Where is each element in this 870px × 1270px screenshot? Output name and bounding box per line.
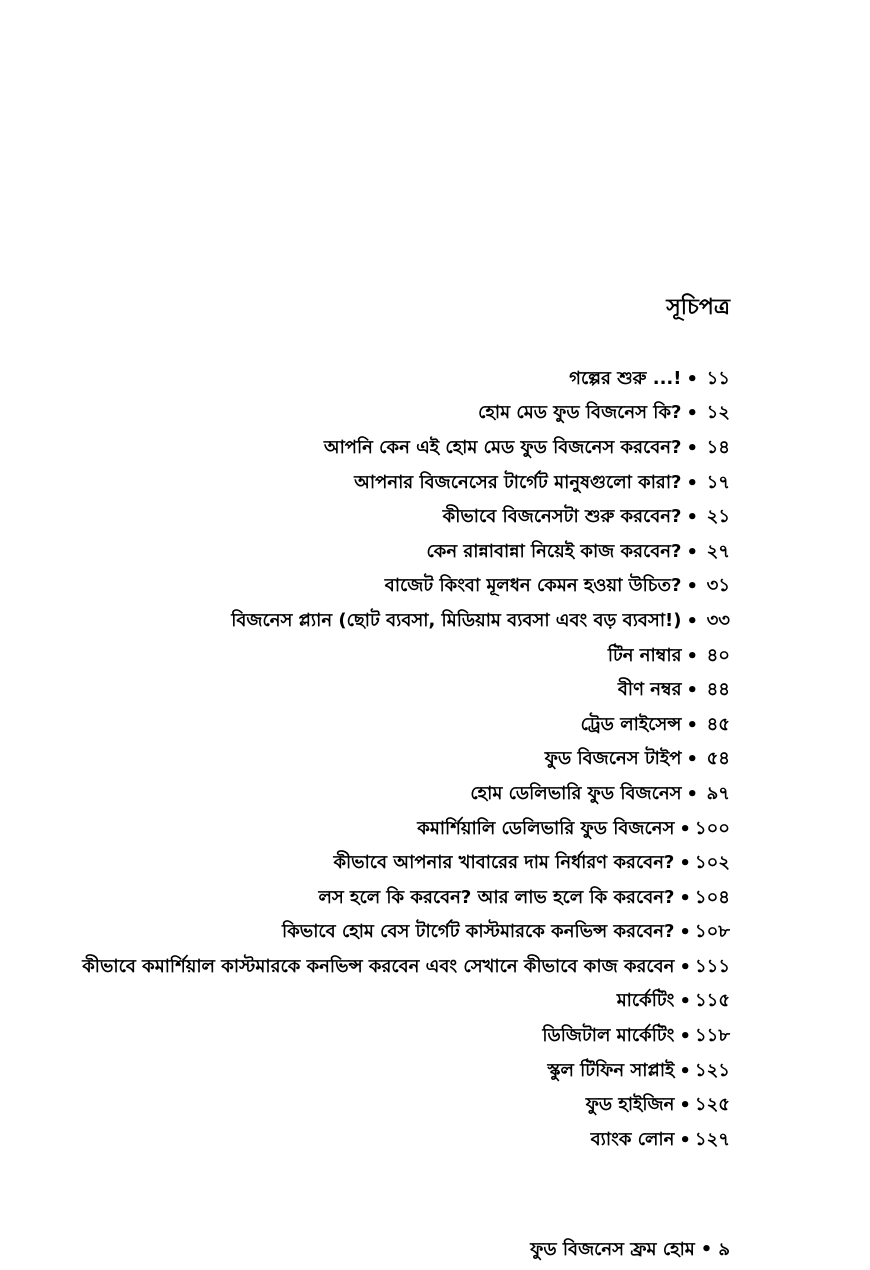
toc-entry-page: ১২৭	[694, 1128, 730, 1150]
toc-entry-page: ১২৫	[694, 1094, 730, 1116]
toc-bullet: •	[679, 887, 691, 909]
toc-entry-title: হোম ডেলিভারি ফুড বিজনেস	[470, 782, 682, 804]
toc-entry-page: ১১১	[694, 955, 730, 977]
toc-entry	[30, 397, 730, 432]
toc-entry	[30, 604, 730, 639]
toc-entry	[30, 916, 730, 951]
toc-entry	[30, 708, 730, 743]
toc-entry-page: ৩৩	[706, 609, 730, 631]
toc-entry	[30, 1088, 730, 1123]
toc-bullet: •	[686, 749, 698, 771]
toc-bullet: •	[679, 1026, 691, 1048]
toc-entry-title: ফুড বিজনেস টাইপ	[544, 748, 682, 770]
toc-entry-page: ১০৮	[694, 921, 730, 943]
toc-bullet: •	[686, 680, 698, 702]
toc-bullet: •	[686, 403, 698, 425]
toc-entry-page: ৩১	[706, 575, 730, 597]
toc-entry-page: ১১	[706, 367, 730, 389]
toc-entry-title: কিভাবে হোম বেস টার্গেট কাস্টমারকে কনভিন্স করবেন?	[282, 921, 675, 943]
toc-entry-title: ব্যাংক লোন	[590, 1128, 675, 1150]
toc-bullet: •	[686, 541, 698, 563]
toc-entry	[30, 1123, 730, 1158]
toc-bullet: •	[686, 437, 698, 459]
toc-entry-page: ৪৪	[706, 679, 730, 701]
toc-entry	[30, 743, 730, 778]
toc-entry	[30, 881, 730, 916]
toc-entry-page: ৪৫	[706, 713, 730, 735]
toc-entry-page: ১১৫	[694, 990, 730, 1012]
page-footer	[530, 1235, 730, 1266]
toc-entry	[30, 1054, 730, 1089]
toc-entry-page: ১০০	[694, 817, 730, 839]
toc-entry	[30, 535, 730, 570]
toc-bullet: •	[686, 645, 698, 667]
toc-entry-title: আপনি কেন এই হোম মেড ফুড বিজনেস করবেন?	[323, 436, 682, 458]
toc-entry-page: ১১৮	[694, 1025, 730, 1047]
toc-entry-page: ৯৭	[706, 782, 730, 804]
toc-entry	[30, 362, 730, 397]
toc-entry	[30, 431, 730, 466]
toc-entry-title: আপনার বিজনেসের টার্গেট মানুষগুলো কারা?	[354, 471, 682, 493]
toc-entry-title: কেন রান্নাবান্না নিয়েই কাজ করবেন?	[426, 540, 682, 562]
toc-bullet: •	[686, 507, 698, 529]
toc-entry-page: ১৭	[706, 471, 730, 493]
toc-entry	[30, 985, 730, 1020]
footer-page-number: ৯	[718, 1239, 730, 1260]
toc-bullet: •	[686, 783, 698, 805]
footer-book-title: ফুড বিজনেস ফ্রম হোম	[530, 1239, 695, 1260]
toc-entry-page: ১২	[706, 402, 730, 424]
toc-entry-page: ৪০	[706, 644, 730, 666]
toc-entry-title: ফুড হাইজিন	[585, 1094, 675, 1116]
toc-entry	[30, 846, 730, 881]
toc-bullet: •	[679, 922, 691, 944]
toc-entry-title: গল্পের শুরু ...!	[569, 367, 682, 389]
toc-entry	[30, 1019, 730, 1054]
toc-entry	[30, 812, 730, 847]
toc-bullet: •	[686, 610, 698, 632]
toc-bullet: •	[679, 1060, 691, 1082]
toc-entry-title: ডিজিটাল মার্কেটিং	[542, 1025, 675, 1047]
toc-entry	[30, 950, 730, 985]
toc-entry	[30, 570, 730, 605]
toc-bullet: •	[679, 956, 691, 978]
toc-entry-title: মার্কেটিং	[616, 990, 675, 1012]
toc-entry-title: টিন নাম্বার	[607, 644, 682, 666]
toc-entry-title: কীভাবে আপনার খাবারের দাম নির্ধারণ করবেন?	[333, 852, 675, 874]
toc-entry-page: ১০২	[694, 852, 730, 874]
footer-bullet: •	[700, 1239, 713, 1260]
toc-bullet: •	[686, 714, 698, 736]
toc-bullet: •	[679, 818, 691, 840]
toc-entry-page: ২১	[706, 506, 730, 528]
toc-entry	[30, 673, 730, 708]
toc-entry-title: লস হলে কি করবেন? আর লাভ হলে কি করবেন?	[318, 886, 675, 908]
toc-bullet: •	[679, 1129, 691, 1151]
toc-entry-title: বীণ নম্বর	[617, 679, 682, 701]
toc-entry	[30, 500, 730, 535]
toc-entry-title: হোম মেড ফুড বিজনেস কি?	[478, 402, 682, 424]
toc-entry-page: ১২১	[694, 1059, 730, 1081]
toc-bullet: •	[679, 853, 691, 875]
toc-bullet: •	[679, 1095, 691, 1117]
toc-entry-title: কমার্শিয়ালি ডেলিভারি ফুড বিজনেস	[417, 817, 675, 839]
toc-bullet: •	[686, 472, 698, 494]
toc-entry-title: স্কুল টিফিন সাপ্লাই	[547, 1059, 675, 1081]
toc-entry-page: ২৭	[706, 540, 730, 562]
toc-entry-title: বিজনেস প্ল্যান (ছোট ব্যবসা, মিডিয়াম ব্যবসা এবং বড় ব্যবসা!)	[231, 609, 682, 631]
table-of-contents	[30, 362, 730, 1158]
toc-entry	[30, 466, 730, 501]
toc-bullet: •	[686, 576, 698, 598]
toc-entry	[30, 777, 730, 812]
toc-entry-title: ট্রেড লাইসেন্স	[580, 713, 682, 735]
toc-entry-title: বাজেট কিংবা মূলধন কেমন হওয়া উচিত?	[384, 575, 682, 597]
toc-entry	[30, 639, 730, 674]
toc-entry-page: ১০৪	[694, 886, 730, 908]
toc-entry-title: কীভাবে কমার্শিয়াল কাস্টমারকে কনভিন্স করবেন এবং সেখানে কীভাবে কাজ করবেন	[82, 955, 675, 977]
page-title: সূচিপত্র	[666, 295, 730, 320]
toc-bullet: •	[686, 368, 698, 390]
toc-bullet: •	[679, 991, 691, 1013]
toc-entry-title: কীভাবে বিজনেসটা শুরু করবেন?	[442, 506, 682, 528]
toc-entry-page: ৫৪	[706, 748, 730, 770]
toc-entry-page: ১৪	[706, 436, 730, 458]
